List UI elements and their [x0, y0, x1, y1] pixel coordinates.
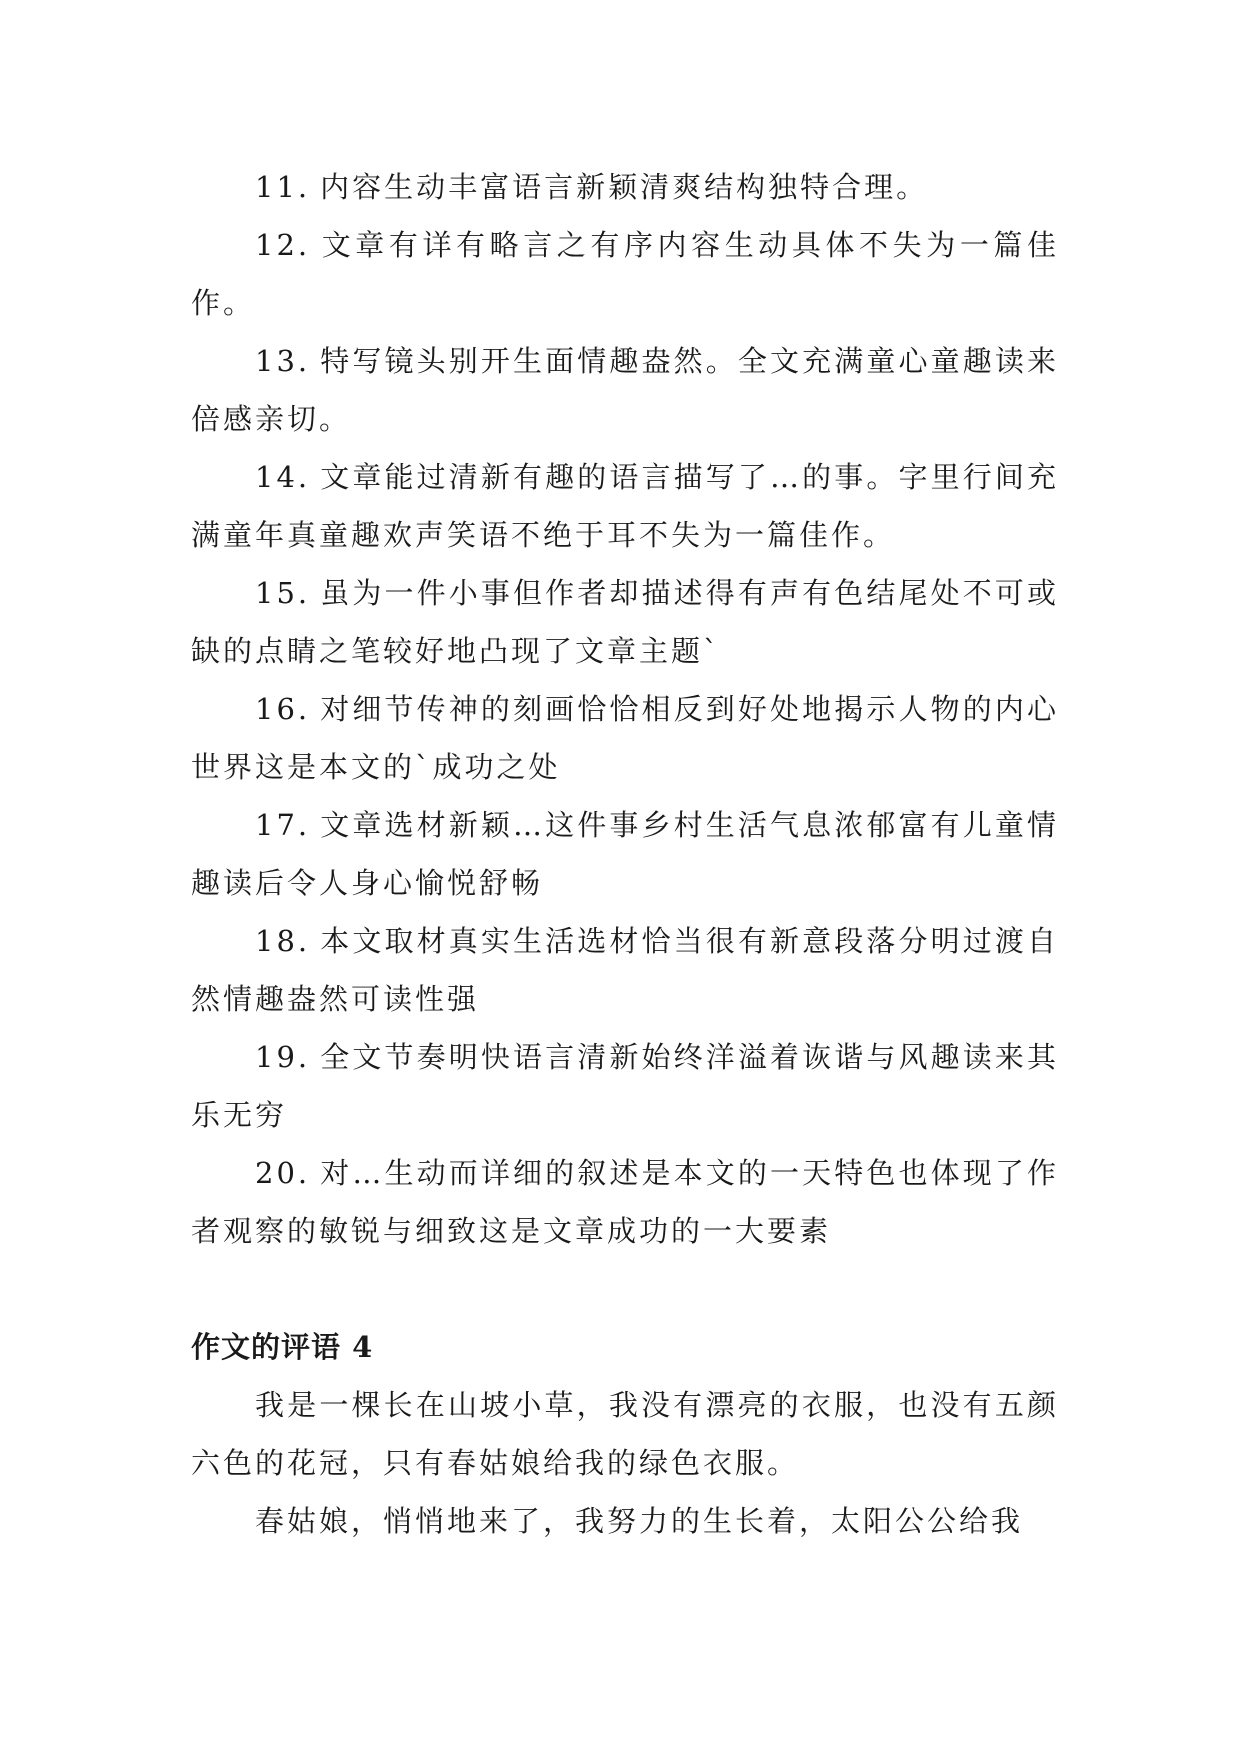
- list-item: 13. 特写镜头别开生面情趣盎然。全文充满童心童趣读来倍感亲切。: [191, 344, 1059, 436]
- list-item: 20. 对…生动而详细的叙述是本文的一天特色也体现了作者观察的敏锐与细致这是文章成功的一大要素: [191, 1156, 1059, 1248]
- section-title: 作文的评语 4: [191, 1330, 374, 1364]
- list-item: 16. 对细节传神的刻画恰恰相反到好处地揭示人物的内心世界这是本文的`成功之处: [191, 692, 1059, 784]
- list-item: 19. 全文节奏明快语言清新始终洋溢着诙谐与风趣读来其乐无穷: [191, 1040, 1059, 1132]
- list-item: 14. 文章能过清新有趣的语言描写了…的事。字里行间充满童年真童趣欢声笑语不绝于耳不失为一篇佳作。: [191, 460, 1059, 552]
- body-paragraph: 春姑娘，悄悄地来了，我努力的生长着，太阳公公给我: [255, 1504, 1024, 1538]
- list-item: 11. 内容生动丰富语言新颖清爽结构独特合理。: [255, 170, 929, 204]
- list-item: 17. 文章选材新颖…这件事乡村生活气息浓郁富有儿童情趣读后令人身心愉悦舒畅: [191, 808, 1059, 900]
- list-item: 12. 文章有详有略言之有序内容生动具体不失为一篇佳作。: [191, 228, 1059, 320]
- body-paragraph: 我是一棵长在山坡小草，我没有漂亮的衣服，也没有五颜六色的花冠，只有春姑娘给我的绿色衣服。: [191, 1388, 1059, 1480]
- list-item: 18. 本文取材真实生活选材恰当很有新意段落分明过渡自然情趣盎然可读性强: [191, 924, 1059, 1016]
- document-page: [191, 158, 1059, 1550]
- list-item: 15. 虽为一件小事但作者却描述得有声有色结尾处不可或缺的点睛之笔较好地凸现了文章主题`: [191, 576, 1059, 668]
